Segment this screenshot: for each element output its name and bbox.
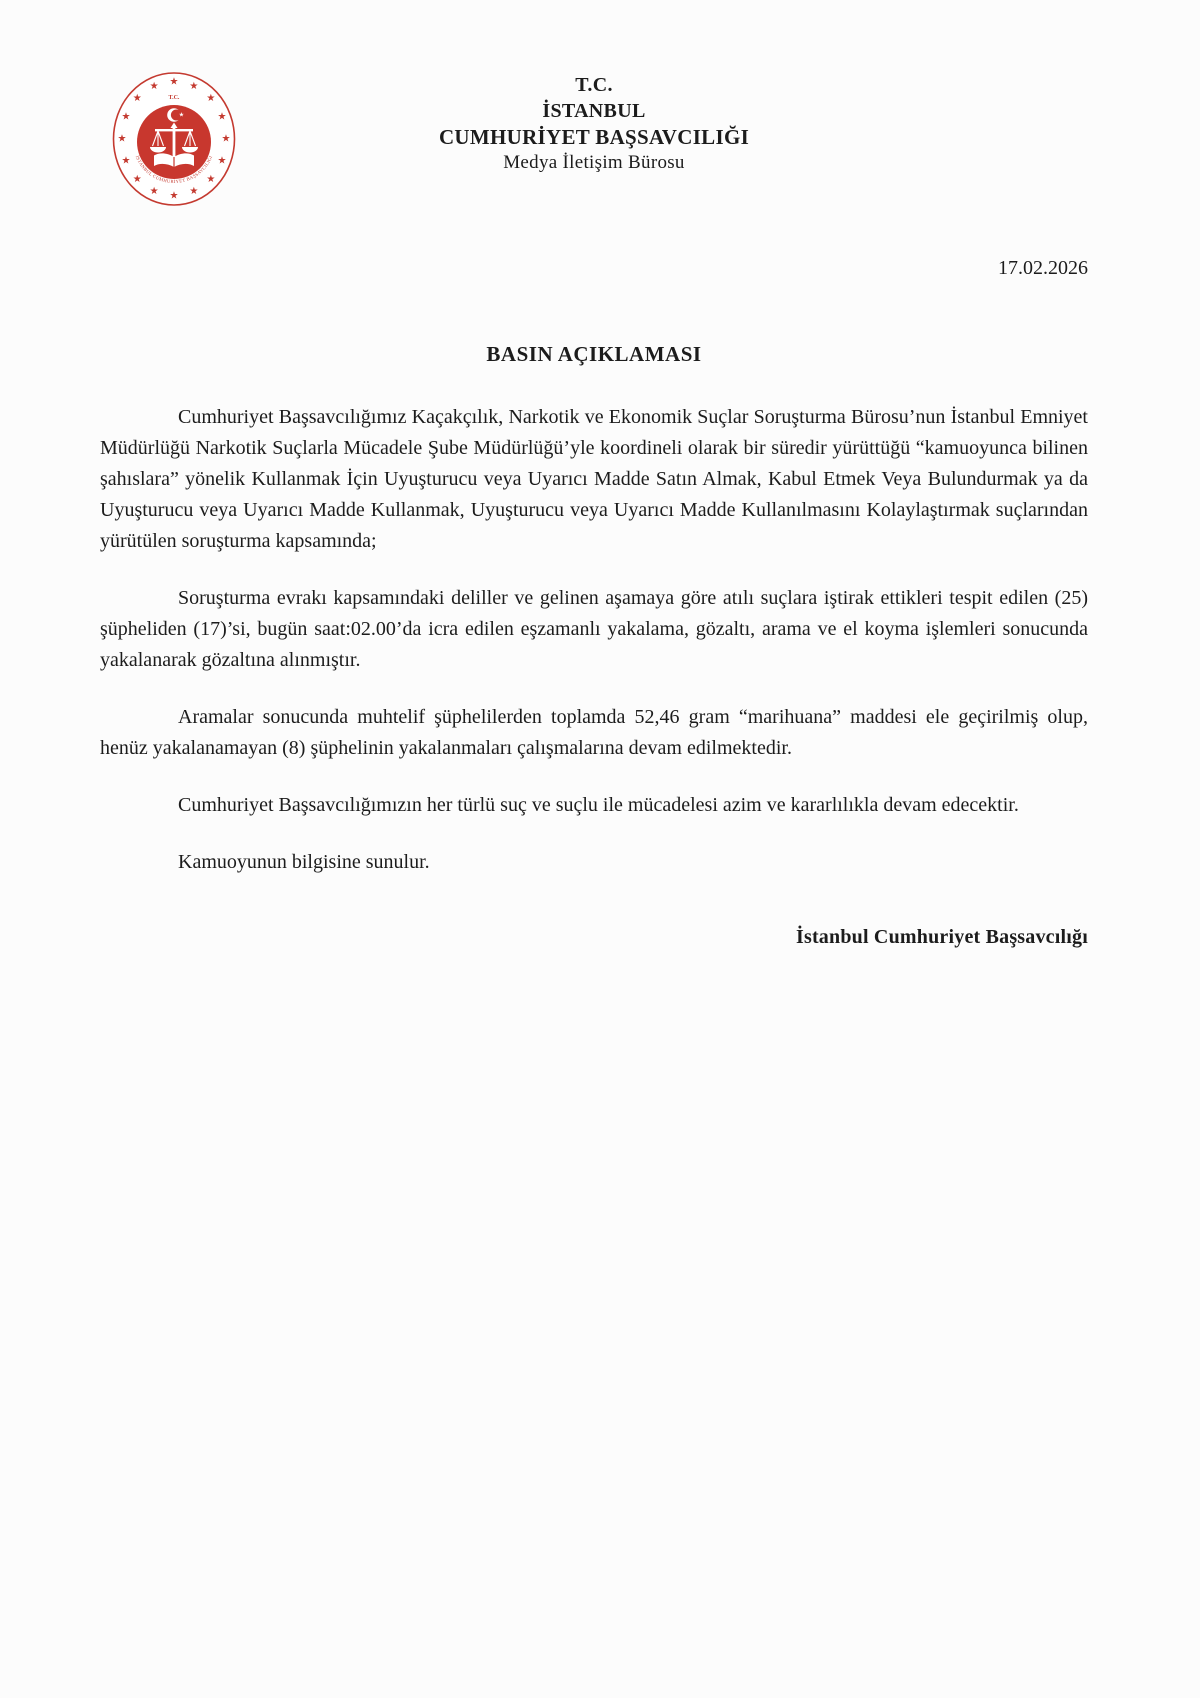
svg-text:★: ★ bbox=[189, 80, 199, 92]
svg-text:★: ★ bbox=[117, 133, 127, 145]
svg-text:★: ★ bbox=[178, 111, 185, 119]
letterhead-bureau: Medya İletişim Bürosu bbox=[503, 152, 685, 173]
svg-text:★: ★ bbox=[149, 186, 159, 198]
seal-ring-label: İSTANBUL CUMHURİYET BAŞSAVCILIĞI bbox=[134, 154, 214, 185]
svg-text:★: ★ bbox=[121, 111, 131, 123]
document-body bbox=[100, 402, 1088, 878]
body-paragraph: Cumhuriyet Başsavcılığımızın her türlü suç ve suçlu ile mücadelesi azim ve kararlılıkla devam edecektir. bbox=[178, 794, 1019, 816]
letterhead bbox=[100, 0, 1088, 176]
svg-text:★: ★ bbox=[221, 133, 231, 145]
svg-text:★: ★ bbox=[217, 111, 227, 123]
seal-tc-label: T.C. bbox=[168, 95, 180, 101]
svg-text:★: ★ bbox=[121, 155, 131, 167]
svg-text:★: ★ bbox=[217, 155, 227, 167]
svg-text:★: ★ bbox=[169, 190, 179, 202]
signature-line: İstanbul Cumhuriyet Başsavcılığı bbox=[795, 926, 1088, 948]
letterhead-city: İSTANBUL bbox=[542, 100, 646, 122]
body-paragraph: Aramalar sonucunda muhtelif şüphelilerden toplamda 52,46 gram “marihuana” maddesi ele geçirilmiş olup, henüz yakalanamayan (8) şüphelinin yakalanmaları çalışmalarına devam edilmektedir. bbox=[100, 706, 1088, 759]
body-paragraph: Cumhuriyet Başsavcılığımız Kaçakçılık, Narkotik ve Ekonomik Suçlar Soruşturma Bürosu’nun İstanbul Emniyet Müdürlüğü Narkotik Suçlarla Mücadele Şube Müdürlüğü’yle koordineli olarak bir süredir yürüttüğü “kamuoyunca bilinen şahıslara” yönelik Kullanmak İçin Uyuşturucu veya Uyarıcı Madde Satın Almak, Kabul Etmek Veya Bulundurmak ya da Uyuşturucu veya Uyarıcı Madde Kullanmak, Uyuşturucu veya Uyarıcı Madde Kullanılmasını Kolaylaştırmak suçlarından yürütülen soruşturma kapsamında; bbox=[100, 406, 1088, 552]
prosecutor-office-seal-icon bbox=[110, 70, 238, 208]
letterhead-republic: T.C. bbox=[575, 74, 613, 96]
document-date: 17.02.2026 bbox=[998, 257, 1088, 279]
svg-text:★: ★ bbox=[169, 76, 179, 88]
svg-text:★: ★ bbox=[206, 173, 216, 185]
closing-line: Kamuoyunun bilgisine sunulur. bbox=[178, 851, 430, 873]
letterhead-office: CUMHURİYET BAŞSAVCILIĞI bbox=[438, 125, 750, 149]
press-release-title: BASIN AÇIKLAMASI bbox=[486, 342, 702, 366]
svg-text:★: ★ bbox=[189, 186, 199, 198]
body-paragraph: Soruşturma evrakı kapsamındaki deliller ve gelinen aşamaya göre atılı suçlara iştirak ettikleri tespit edilen (25) şüpheliden (17)’si, bugün saat:02.00’da icra edilen eşzamanlı yakalama, gözaltı, arama ve el koyma işlemleri sonucunda yakalanarak gözaltına alınmıştır. bbox=[100, 587, 1088, 671]
svg-text:★: ★ bbox=[132, 93, 142, 105]
svg-text:★: ★ bbox=[132, 173, 142, 185]
svg-text:★: ★ bbox=[149, 80, 159, 92]
svg-text:★: ★ bbox=[206, 93, 216, 105]
